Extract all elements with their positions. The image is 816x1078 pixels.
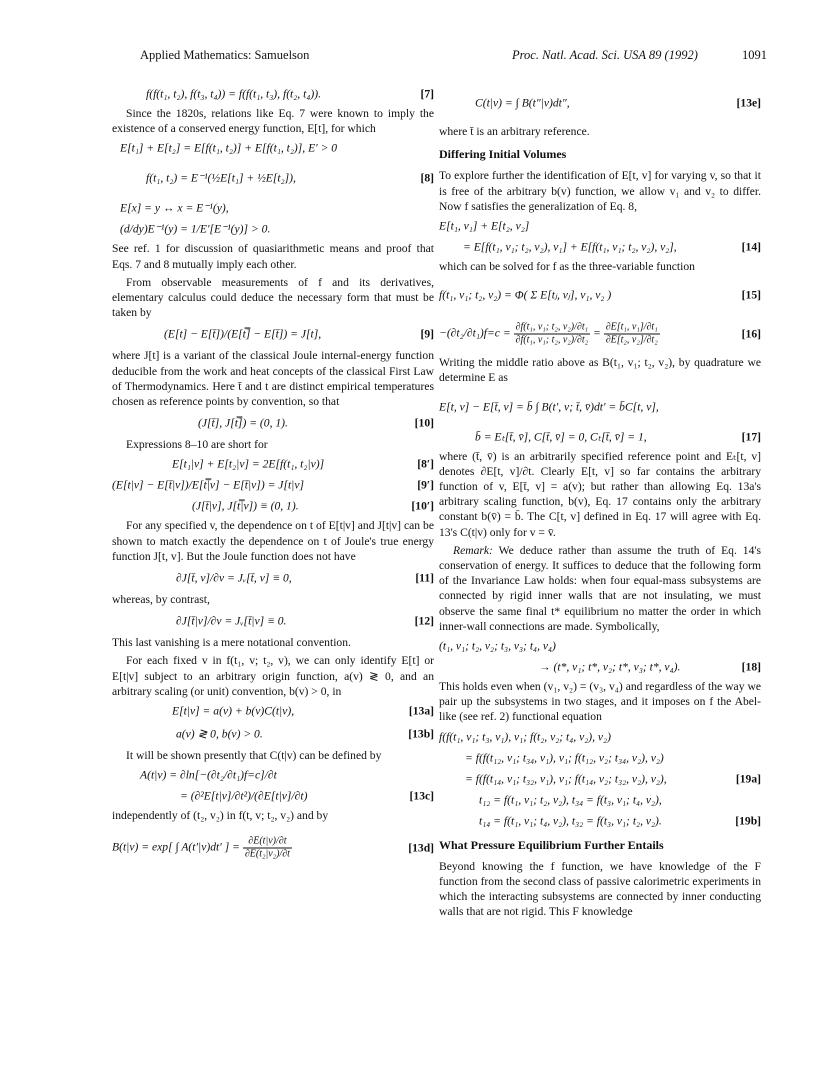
equation-8-prime: E[t₁|v] + E[t₂|v] = 2E[f(t₁, t₂|v)] [8′]: [172, 457, 434, 471]
equation-14-line2: = E[f(t₁, v₁; t₂, v₂), v₁] + E[f(t₁, v₁; t₂, v₂), v₂], [14]: [463, 240, 761, 254]
paragraph: To explore further the identification of E[t, v] for varying v, so that it is free of the arbitrary b(v) function, we allow v₁ and v₂ to differ. Now f satisfies the generalization of Eq. 8,: [439, 169, 761, 213]
equation-10-prime: (J[t̄|v], J[t̿|v]) ≡ (0, 1). [10′]: [192, 499, 434, 513]
paragraph: which can be solved for f as the three-variable function: [439, 260, 695, 274]
equation-17-line1: E[t, v] − E[t̄, v] = b̄ ∫ B(t′, v; t̄, v̄)dt′ = b̄C[t, v],: [439, 400, 659, 414]
paragraph: where t̄ is an arbitrary reference.: [439, 125, 590, 138]
paragraph: From observable measurements of f and its derivatives, elementary calculus could deduce the necessary form that must be taken by: [112, 275, 434, 320]
paragraph: Beyond knowing the f function, we have knowledge of the F function from the second class of passive calorimetric experiments in which the interacting subsystems are connected by inner conducting walls that are not rigid. This F knowledge: [439, 859, 761, 919]
equation-13c-line1: A(t|v) = ∂ln[−(∂t₂/∂t₁)f=c]/∂t: [140, 768, 277, 782]
equation-8: f(t₁, t₂) = E⁻¹(½E[t₁] + ½E[t₂]), [8]: [146, 171, 434, 185]
equation-9: (E[t] − E[t̄])/(E[t̿] − E[t̄]) = J[t], [9]: [164, 327, 434, 341]
paragraph: where (t̄, v̄) is an arbitrarily specified reference point and Eₜ[t, v] denotes ∂E[t, v]/∂t. Clearly E[t, v] so far contains the arbitrary function of v, E[t̄, v] = a(v); but rather than allowing Eq. 13a's arbitrary scaling function, b(v), Eq. 17 contains only the arbitrary constant b(v̄) = b̄. The C[t, v] defined in Eq. 17 will agree with Eq. 13's C(t|v) only for v = v̄.: [439, 449, 761, 539]
page-number: 1091: [742, 48, 767, 62]
equation-8c: E[x] = y ↔ x = E⁻¹(y),: [120, 201, 229, 215]
equation-13a: E[t|v] = a(v) + b(v)C(t|v), [13a]: [172, 704, 434, 718]
equation-19a-line3: = f(f(t₁₄, v₁; t₃₂, v₁), v₁; f(t₁₄, v₂; t₃₂, v₂), v₂), [19a]: [465, 772, 761, 786]
fraction: $\frac{\partial E(t|v)/\partial t}{\text{∂E(t₂|v₂)/∂t}}$: [244, 835, 290, 860]
journal-citation: Proc. Natl. Acad. Sci. USA 89 (1992): [512, 48, 698, 62]
equation-19b-line2: t₁₄ = f(t₁, v₁; t₄, v₂), t₃₂ = f(t₃, v₁; t₂, v₂). [19b]: [479, 814, 761, 828]
equation-13b: a(v) ≷ 0, b(v) > 0. [13b]: [176, 727, 434, 741]
equation-16: −(∂t₂/∂t₁)f=c = $\frac{\text{∂f(t₁, v₁; t₂, v₂)/∂t₁}}{\text{∂f(t₁, v₁; t₂, v₂)/∂t₂}}$ = $\frac{\text{∂E[t₁, v₁]/∂t₁}}{\text{∂E[t₂, v₂]/∂t₂}}$ [16]: [439, 321, 761, 346]
paragraph: Writing the middle ratio above as B(t₁, v₁; t₂, v₂), by quadrature we determine E as: [439, 356, 761, 385]
paragraph: whereas, by contrast,: [112, 593, 210, 607]
equation-17-line2: b̄ = Eₜ[t̄, v̄], C[t̄, v̄] = 0, Cₜ[t̄, v̄] = 1, [17]: [475, 430, 761, 444]
equation-8d: (d/dy)E⁻¹(y) = 1/E′[E⁻¹(y)] > 0.: [120, 222, 271, 236]
equation-18-line1: (t₁, v₁; t₂, v₂; t₃, v₃; t₄, v₄): [439, 639, 556, 653]
equation-13e: C(t|v) = ∫ B(t″|v)dt″, [13e]: [475, 96, 761, 110]
equation-7: f(f(t₁, t₂), f(t₃, t₄)) = f(f(t₁, t₃), f(t₂, t₄)). [7]: [146, 87, 434, 101]
paragraph: independently of (t₂, v₂) in f(t, v; t₂, v₂) and by: [112, 809, 329, 823]
paragraph: where J[t] is a variant of the classical Joule internal-energy function deducible from the work and heat concepts of the classical First Law of Thermodynamics. Here t̄ and t are distinct empirical temperatures chosen as reference points by convention, so that: [112, 349, 434, 409]
equation-8a: E[t₁] + E[t₂] = E[f(t₁, t₂)] + E[f(t₁, t₂)], E′ > 0: [120, 141, 338, 155]
fraction: $\frac{\text{∂f(t₁, v₁; t₂, v₂)/∂t₁}}{\text{∂f(t₁, v₁; t₂, v₂)/∂t₂}}$: [515, 321, 589, 346]
equation-14-line1: E[t₁, v₁] + E[t₂, v₂]: [439, 219, 530, 233]
equation-9-prime: (E[t|v] − E[t̄|v])/E[t̿|v] − E[t̄|v]) = J[t|v] [9′]: [112, 478, 434, 492]
equation-12: ∂J[t̄|v]/∂v = Jᵥ[t̄|v] ≡ 0. [12]: [176, 614, 434, 628]
paragraph: For each fixed v in f(t₁, v; t₂, v), we can only identify E[t] or E[t|v] subject to an arbitrary origin function, a(v) ≷ 0, and an arbitrary scaling (or unit) convention, b(v) > 0, in: [112, 654, 434, 698]
section-heading: Differing Initial Volumes: [439, 147, 567, 162]
equation-13c-line2: = (∂²E[t|v]/∂t²)/(∂E[t|v]/∂t) [13c]: [180, 789, 434, 803]
paragraph: Remark: We deduce rather than assume the truth of Eq. 14's conservation of energy. It suffices to deduce that the following form of the Invariance Law holds: when four equal-mass subsystems are connected by rigid inner walls that are not insulating, we must observe the same final t* equilibrium no matter the order in which inner-wall connections are made. Symbolically,: [439, 543, 761, 633]
running-header-left: Applied Mathematics: Samuelson: [140, 48, 310, 62]
paragraph: This holds even when (v₁, v₂) = (v₃, v₄) and regardless of the way we pair up the subsystems in two stages, and it imposes on f the Abel-like (see ref. 2) functional equation: [439, 680, 761, 724]
paragraph: This last vanishing is a mere notational convention.: [112, 636, 351, 650]
right-column: [439, 82, 761, 923]
equation-18-line2: → (t*, v₁; t*, v₂; t*, v₃; t*, v₄). [18]: [539, 660, 761, 674]
paragraph: For any specified v, the dependence on t of E[t|v] and J[t|v] can be shown to match exactly the dependence on t of Joule's true energy function J[t, v]. But the Joule function does not have: [112, 519, 434, 563]
equation-10: (J[t̄], J[t̿]) = (0, 1). [10]: [198, 416, 434, 430]
paragraph: It will be shown presently that C(t|v) can be defined by: [126, 749, 382, 763]
equation-19a-line1: f(f(t₁, v₁; t₃, v₁), v₁; f(t₂, v₂; t₄, v₂), v₂): [439, 730, 611, 744]
equation-19b-line1: t₁₂ = f(t₁, v₁; t₂, v₂), t₃₄ = f(t₃, v₁; t₄, v₂),: [479, 793, 662, 807]
equation-13d: B(t|v) = exp[ ∫ A(t′|v)dt′ ] = $\frac{\partial E(t|v)/\partial t}{\text{∂E(t₂|v₂)/∂t}}$ [13d]: [112, 835, 434, 860]
paragraph: See ref. 1 for discussion of quasiarithmetic means and proof that Eqs. 7 and 8 mutually imply each other.: [112, 242, 434, 271]
section-heading: What Pressure Equilibrium Further Entails: [439, 837, 664, 852]
equation-11: ∂J[t̄, v]/∂v = Jᵥ[t̄, v] ≡ 0, [11]: [176, 571, 434, 585]
equation-15: f(t₁, v₁; t₂, v₂) = Φ( Σ E[tⱼ, vⱼ], v₁, v₂ ) [15]: [439, 288, 761, 302]
left-column: [112, 82, 434, 873]
paragraph: Expressions 8–10 are short for: [126, 438, 268, 452]
paragraph: Since the 1820s, relations like Eq. 7 were known to imply the existence of a conserved energy function, E[t], for which: [112, 107, 434, 136]
fraction: $\frac{\text{∂E[t₁, v₁]/∂t₁}}{\text{∂E[t₂, v₂]/∂t₂}}$: [605, 321, 658, 346]
equation-19a-line2: = f(f(t₁₂, v₁; t₃₄, v₁), v₁; f(t₁₂, v₂; t₃₄, v₂), v₂): [465, 751, 664, 765]
